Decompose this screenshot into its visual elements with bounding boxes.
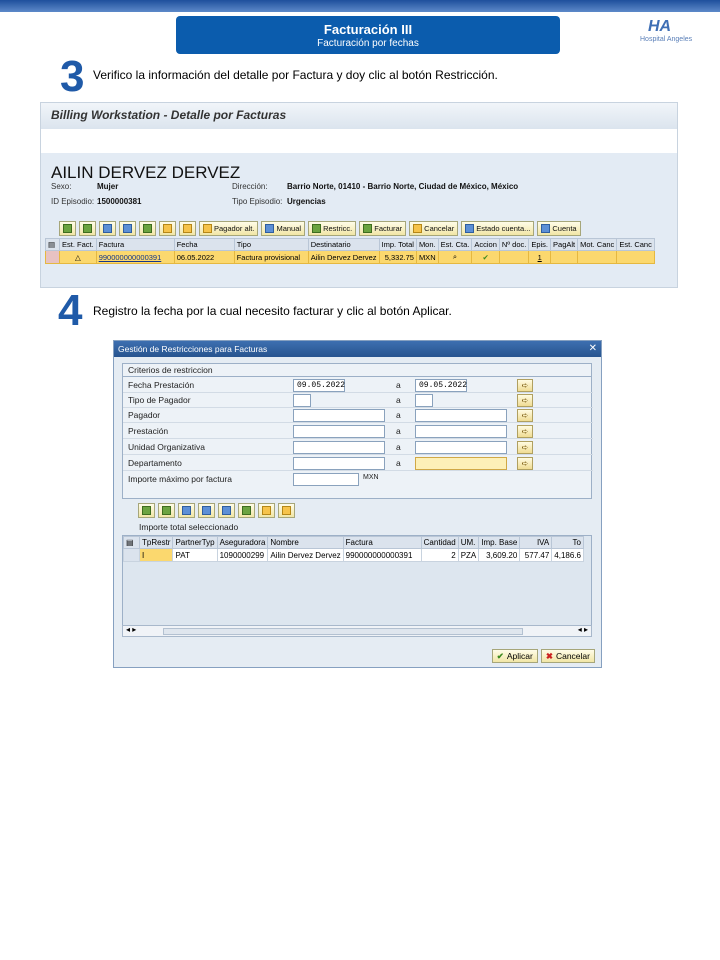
table-row[interactable] <box>124 549 584 562</box>
selected-total-label: Importe total seleccionado <box>139 522 239 532</box>
col-n-doc: Nº doc. <box>499 239 528 251</box>
row-selector[interactable] <box>124 549 140 562</box>
scroll-thumb[interactable] <box>163 628 523 635</box>
multiple-selection-icon[interactable]: ➪ <box>517 457 533 470</box>
close-icon[interactable]: ✕ <box>588 343 597 354</box>
toolbar-icon-button[interactable] <box>159 221 176 236</box>
facturar-button[interactable] <box>359 221 406 236</box>
toolbar-icon-button[interactable] <box>178 503 195 518</box>
to-label: a <box>396 426 401 436</box>
step-4-number: 4 <box>58 286 83 335</box>
col-tprestr: TpRestr <box>140 537 173 549</box>
white-strip <box>41 129 677 153</box>
restriction-icon <box>312 224 321 233</box>
unidad-from-field[interactable] <box>293 441 385 454</box>
pagador-alt-label: Pagador alt. <box>214 224 255 233</box>
currency-label: MXN <box>363 474 379 481</box>
row-selector[interactable] <box>46 251 60 264</box>
col-fecha: Fecha <box>174 239 234 251</box>
multiple-selection-icon[interactable]: ➪ <box>517 441 533 454</box>
col-iva: IVA <box>520 537 552 549</box>
step-3-number: 3 <box>60 52 85 101</box>
step-4-text: Registro la fecha por la cual necesito facturar y clic al botón Aplicar. <box>93 304 452 318</box>
col-destinatario: Destinatario <box>308 239 379 251</box>
toolbar-icon-button[interactable] <box>179 221 196 236</box>
episodio-label: ID Episodio: <box>51 197 95 206</box>
col-accion: Accion <box>472 239 500 251</box>
direccion-value: Barrio Norte, 01410 - Barrio Norte, Ciudad de México, México <box>287 182 519 191</box>
col-mon: Mon. <box>416 239 438 251</box>
episodio-value: 1500000381 <box>97 197 142 206</box>
patient-name: AILIN DERVEZ DERVEZ <box>51 163 241 182</box>
invoice-icon <box>363 224 372 233</box>
col-est-cta: Est. Cta. <box>438 239 472 251</box>
toolbar-icon-button[interactable] <box>99 221 116 236</box>
restriction-grid <box>122 535 592 637</box>
payer-icon <box>203 224 212 233</box>
filter-icon <box>123 224 132 233</box>
prestacion-row <box>123 424 593 439</box>
cell-cantidad: 2 <box>421 549 458 562</box>
col-nombre: Nombre <box>268 537 343 549</box>
prestacion-label: Prestación <box>128 426 169 436</box>
toolbar-icon-button[interactable] <box>119 221 136 236</box>
invoice-toolbar <box>59 221 581 237</box>
col-imp-total: Imp. Total <box>379 239 416 251</box>
restricc-label: Restricc. <box>323 224 353 233</box>
departamento-to-field[interactable] <box>415 457 507 470</box>
account-status-icon[interactable]: ⌕ <box>438 251 472 264</box>
billing-workstation-screen <box>40 102 678 288</box>
cell-factura[interactable]: 990000000000391 <box>96 251 174 264</box>
scroll-left-icon[interactable]: ◂ ▸ <box>126 625 137 634</box>
cell-est-canc <box>617 251 655 264</box>
cell-epis[interactable]: 1 <box>529 251 551 264</box>
grid-toolbar <box>138 503 295 518</box>
horizontal-scrollbar[interactable] <box>122 625 592 637</box>
to-label: a <box>396 442 401 452</box>
unidad-row <box>123 440 593 455</box>
cell-mon: MXN <box>416 251 438 264</box>
logo-text: Hospital Angeles <box>640 36 693 43</box>
col-factura: Factura <box>343 537 421 549</box>
dialog-title: Gestión de Restricciones para Facturas <box>114 341 601 357</box>
invoice-grid <box>45 238 678 264</box>
cell-aseguradora: 1090000299 <box>217 549 268 562</box>
toolbar-icon-button[interactable] <box>198 503 215 518</box>
restricc-button[interactable] <box>308 221 356 236</box>
unidad-label: Unidad Organizativa <box>128 442 206 452</box>
grid-icon <box>183 224 192 233</box>
to-label: a <box>396 395 401 405</box>
sort-asc-icon <box>63 224 72 233</box>
fecha-prestacion-label: Fecha Prestación <box>128 380 195 390</box>
cell-mot-canc <box>578 251 617 264</box>
page-title: Facturación III <box>323 22 413 37</box>
unidad-to-field[interactable] <box>415 441 507 454</box>
toolbar-icon-button[interactable] <box>158 503 175 518</box>
sum-icon <box>242 506 251 515</box>
importe-max-field[interactable] <box>293 473 359 486</box>
page-title-box <box>176 16 560 54</box>
logo-mark: HA <box>648 18 672 35</box>
departamento-row <box>123 456 593 471</box>
tipo-pagador-from-field[interactable] <box>293 394 311 407</box>
table-row[interactable] <box>46 251 655 264</box>
cell-factura: 990000000000391 <box>343 549 421 562</box>
direccion-label: Dirección: <box>232 182 268 191</box>
col-est-fact: Est. Fact. <box>60 239 97 251</box>
cell-destinatario: Ailin Dervez Dervez <box>308 251 379 264</box>
toolbar-icon-button[interactable] <box>278 503 295 518</box>
tipo-episodio-value: Urgencias <box>287 197 326 206</box>
prestacion-from-field[interactable] <box>293 425 385 438</box>
cell-total: 4,186.6 <box>552 549 584 562</box>
col-partnertyp: PartnerTyp <box>173 537 217 549</box>
pagador-alt-button[interactable] <box>199 221 258 236</box>
pagador-row <box>123 408 593 423</box>
cuenta-button[interactable] <box>537 221 580 236</box>
multiple-selection-icon[interactable]: ➪ <box>517 425 533 438</box>
pagador-from-field[interactable] <box>293 409 385 422</box>
apply-button[interactable] <box>492 649 538 663</box>
cancelar-button[interactable] <box>409 221 458 236</box>
col-cantidad: Cantidad <box>421 537 458 549</box>
toolbar-icon-button[interactable] <box>79 221 96 236</box>
criteria-title: Criterios de restriccion <box>123 364 591 377</box>
col-mot-canc: Mot. Canc <box>578 239 617 251</box>
page-subtitle: Facturación por fechas <box>317 38 419 49</box>
fecha-from-field[interactable]: 09.05.2022 <box>293 379 345 392</box>
cell-partnertyp: PAT <box>173 549 217 562</box>
cell-nombre: Ailin Dervez Dervez <box>268 549 343 562</box>
tipo-episodio-label: Tipo Episodio: <box>232 197 283 206</box>
multiple-selection-icon[interactable]: ➪ <box>517 379 533 392</box>
subtotal-icon <box>262 506 271 515</box>
hospital-logo <box>640 18 704 50</box>
to-label: a <box>396 410 401 420</box>
cell-tprestr[interactable]: I <box>140 549 173 562</box>
departamento-label: Departamento <box>128 458 182 468</box>
window-title: Billing Workstation - Detalle por Facturas <box>41 103 677 129</box>
cell-pagalt <box>551 251 578 264</box>
tipo-pagador-label: Tipo de Pagador <box>128 395 191 405</box>
top-band <box>0 0 720 12</box>
toolbar-icon-button[interactable] <box>258 503 275 518</box>
departamento-from-field[interactable] <box>293 457 385 470</box>
cell-fecha: 06.05.2022 <box>174 251 234 264</box>
toolbar-icon-button[interactable] <box>218 503 235 518</box>
importe-max-label: Importe máximo por factura <box>128 474 232 484</box>
sum-icon <box>143 224 152 233</box>
col-aseguradora: Aseguradora <box>217 537 268 549</box>
toolbar-icon-button[interactable] <box>238 503 255 518</box>
cell-iva: 577.47 <box>520 549 552 562</box>
col-pagalt: PagAlt <box>551 239 578 251</box>
col-factura: Factura <box>96 239 174 251</box>
dialog-buttons <box>492 649 595 663</box>
fecha-to-field[interactable]: 09.05.2022 <box>415 379 467 392</box>
sexo-label: Sexo: <box>51 182 72 191</box>
cell-imp-total: 5,332.75 <box>379 251 416 264</box>
to-label: a <box>396 380 401 390</box>
col-imp-base: Imp. Base <box>479 537 520 549</box>
col-total: To <box>552 537 584 549</box>
estado-cuenta-label: Estado cuenta... <box>476 224 531 233</box>
to-label: a <box>396 458 401 468</box>
account2-icon <box>541 224 550 233</box>
fecha-prestacion-row <box>123 378 593 393</box>
importe-max-row <box>123 472 593 487</box>
cancel-button[interactable] <box>541 649 595 663</box>
col-um: UM. <box>458 537 479 549</box>
cell-tipo: Factura provisional <box>234 251 308 264</box>
tipo-pagador-row <box>123 393 593 408</box>
multiple-selection-icon[interactable]: ➪ <box>517 394 533 407</box>
cancel-x-icon: ✖ <box>545 650 553 661</box>
find-next-icon <box>202 506 211 515</box>
col-est-canc: Est. Canc <box>617 239 655 251</box>
manual-button[interactable] <box>261 221 305 236</box>
select-all-icon[interactable]: ▤ <box>124 537 140 549</box>
toolbar-icon-button[interactable] <box>59 221 76 236</box>
pagador-to-field[interactable] <box>415 409 507 422</box>
facturar-label: Facturar <box>374 224 403 233</box>
cancel-label: Cancelar <box>555 651 590 661</box>
toolbar-icon-button[interactable] <box>138 503 155 518</box>
account-icon <box>465 224 474 233</box>
check-icon: ✔ <box>496 650 504 661</box>
apply-label: Aplicar <box>506 651 533 661</box>
filter-icon <box>222 506 231 515</box>
sort-desc-icon <box>162 506 171 515</box>
toolbar-icon-button[interactable] <box>139 221 156 236</box>
criteria-group <box>122 363 592 499</box>
estado-cuenta-button[interactable] <box>461 221 534 236</box>
col-tipo: Tipo <box>234 239 308 251</box>
multiple-selection-icon[interactable]: ➪ <box>517 409 533 422</box>
scroll-right-icon[interactable]: ◂ ▸ <box>577 625 588 634</box>
sexo-value: Mujer <box>97 182 119 191</box>
cuenta-label: Cuenta <box>552 224 577 233</box>
cell-imp-base: 3,609.20 <box>479 549 520 562</box>
manual-icon <box>265 224 274 233</box>
find-icon <box>182 506 191 515</box>
pagador-label: Pagador <box>128 410 161 420</box>
step-3-text: Verifico la información del detalle por Factura y doy clic al botón Restricción. <box>93 68 498 82</box>
cell-n-doc <box>499 251 528 264</box>
layout-icon <box>163 224 172 233</box>
layout-icon <box>282 506 291 515</box>
sort-desc-icon <box>83 224 92 233</box>
cell-um: PZA <box>458 549 479 562</box>
find-icon <box>103 224 112 233</box>
sort-asc-icon <box>142 506 151 515</box>
select-all-icon[interactable]: ▤ <box>46 239 60 251</box>
prestacion-to-field[interactable] <box>415 425 507 438</box>
warning-icon: △ <box>60 251 97 264</box>
cancelar-label: Cancelar <box>424 224 455 233</box>
action-check-icon[interactable]: ✔ <box>472 251 500 264</box>
restrictions-dialog <box>113 340 602 668</box>
col-epis: Epis. <box>529 239 551 251</box>
tipo-pagador-to-field[interactable] <box>415 394 433 407</box>
manual-label: Manual <box>276 224 302 233</box>
cancel-icon <box>413 224 422 233</box>
